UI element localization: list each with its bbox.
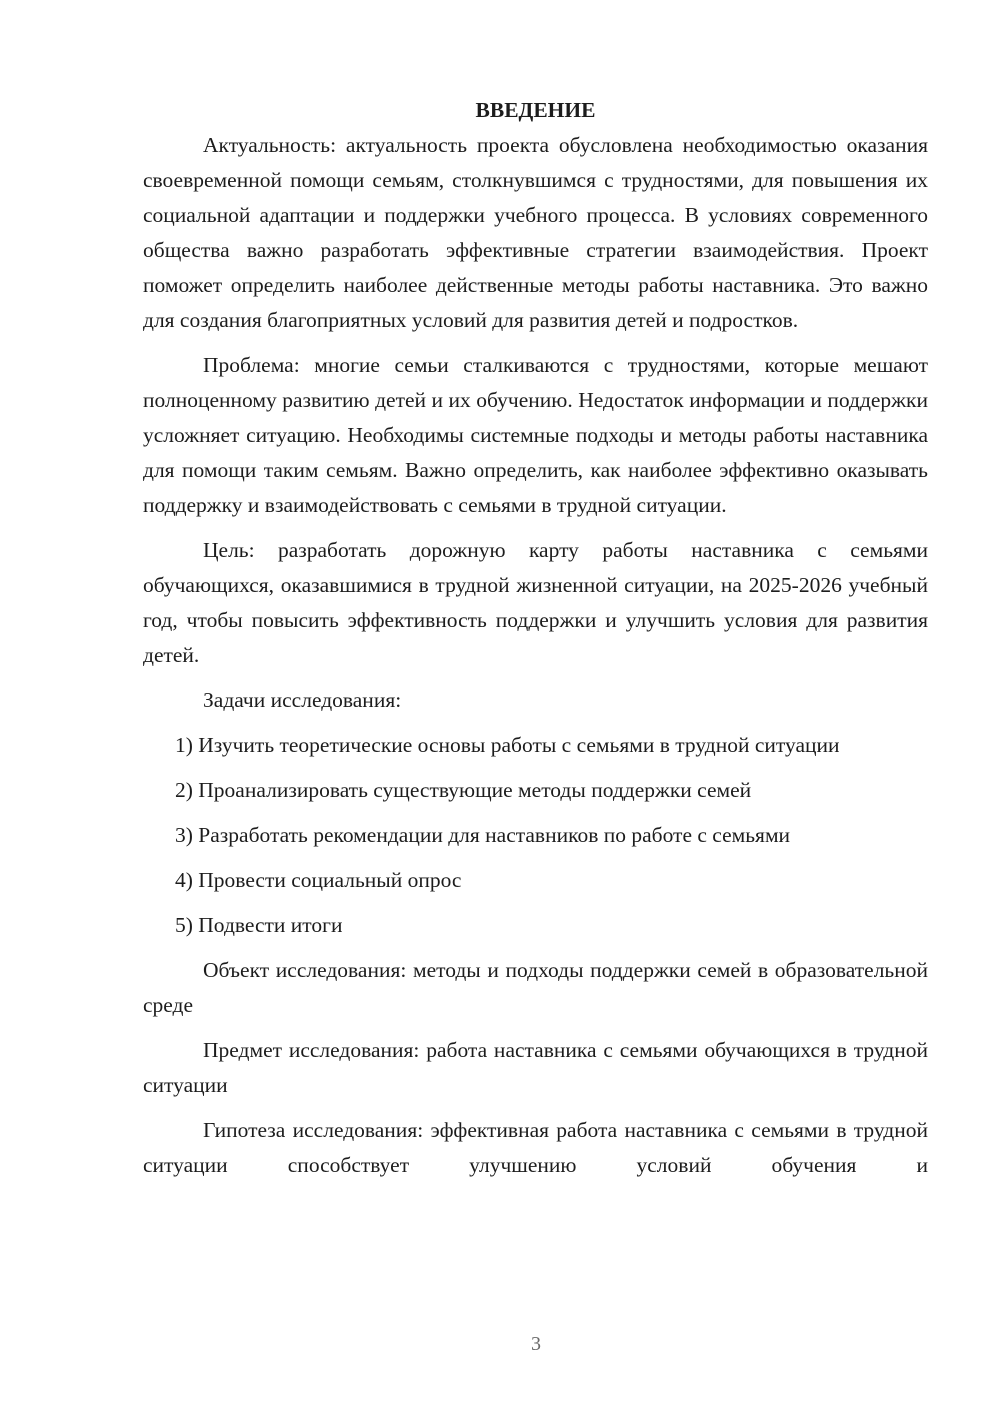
list-item: 2) Проанализировать существующие методы поддержки семей — [175, 778, 752, 802]
spacer — [143, 338, 928, 348]
list-item: 4) Провести социальный опрос — [175, 868, 462, 892]
spacer — [143, 943, 928, 953]
list-item: 5) Подвести итоги — [175, 913, 343, 937]
tasks-heading: Задачи исследования: — [203, 688, 402, 712]
paragraph-object: Объект исследования: методы и подходы поддержки семей в образовательной среде — [143, 958, 928, 1017]
spacer — [143, 808, 928, 818]
spacer — [143, 853, 928, 863]
list-item: 3) Разработать рекомендации для наставников по работе с семьями — [175, 823, 791, 847]
spacer — [143, 1023, 928, 1033]
spacer — [143, 1103, 928, 1113]
paragraph-hypothesis: Гипотеза исследования: эффективная работа наставника с семьями в трудной ситуации способствует улучшению условий обучения и — [143, 1118, 928, 1177]
paragraph-relevance: Актуальность: актуальность проекта обусловлена необходимостью оказания своевременной помощи семьям, столкнувшимся с трудностями, для повышения их социальной адаптации и поддержки учебного процесса. В условиях современного общества важно разработать эффективные стратегии взаимодействия. Проект поможет определить наиболее действенные методы работы наставника. Это важно для создания благоприятных условий для развития детей и подростков. — [143, 133, 928, 332]
paragraph-goal: Цель: разработать дорожную карту работы наставника с семьями обучающихся, оказавшимися в трудной жизненной ситуации, на 2025-2026 учебный год, чтобы повысить эффективность поддержки и улучшить условия для развития детей. — [143, 538, 928, 667]
paragraph-problem: Проблема: многие семьи сталкиваются с трудностями, которые мешают полноценному развитию детей и их обучению. Недостаток информации и поддержки усложняет ситуацию. Необходимы системные подходы и методы работы наставника для помощи таким семьям. Важно определить, как наиболее эффективно оказывать поддержку и взаимодействовать с семьями в трудной ситуации. — [143, 353, 928, 517]
section-heading: ВВЕДЕНИЕ — [475, 98, 596, 122]
page-number: 3 — [531, 1333, 541, 1355]
tasks-list — [143, 728, 928, 943]
paragraph-subject: Предмет исследования: работа наставника с семьями обучающихся в трудной ситуации — [143, 1038, 928, 1097]
spacer — [143, 763, 928, 773]
spacer — [143, 523, 928, 533]
spacer — [143, 898, 928, 908]
spacer — [143, 718, 928, 728]
list-item: 1) Изучить теоретические основы работы с семьями в трудной ситуации — [175, 733, 840, 757]
page-content — [143, 92, 928, 1183]
spacer — [143, 673, 928, 683]
